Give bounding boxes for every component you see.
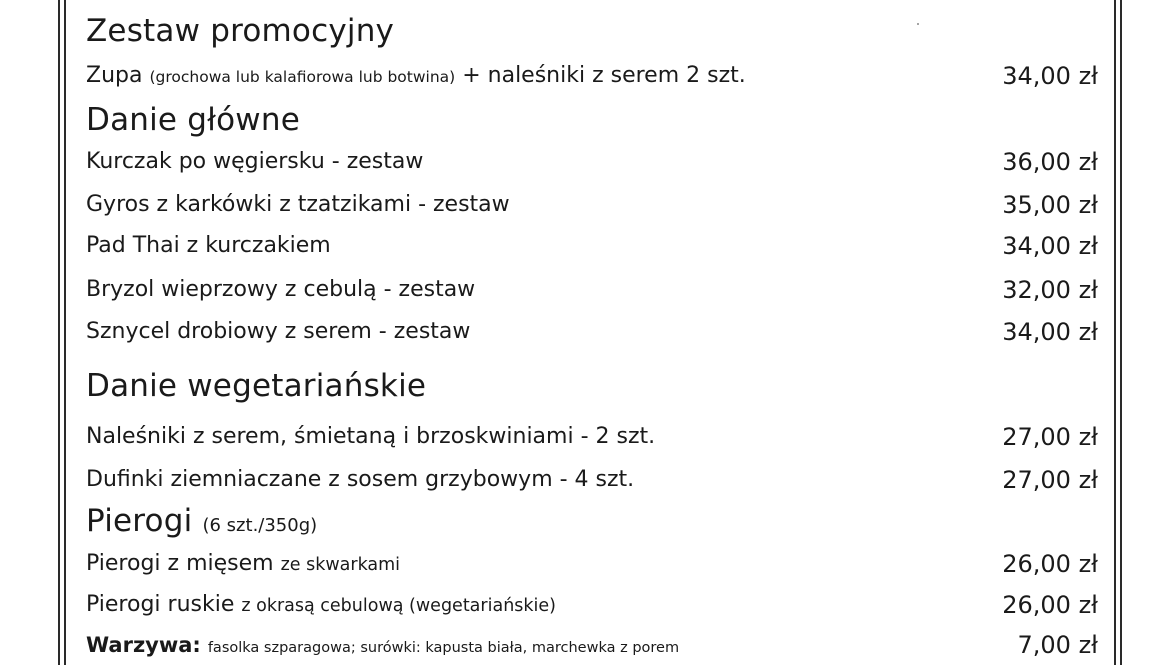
menu-item bbox=[86, 589, 1098, 621]
menu-item-name bbox=[86, 589, 556, 622]
item-name-note: z okrasą cebulową (wegetariańskie) bbox=[241, 596, 556, 616]
menu-item bbox=[86, 230, 1098, 262]
menu-item bbox=[86, 548, 1098, 580]
menu-item-name bbox=[86, 629, 679, 664]
menu-item bbox=[86, 146, 1098, 178]
menu-item-price: 26,00 zł bbox=[1002, 550, 1098, 578]
menu-item-price: 34,00 zł bbox=[1002, 232, 1098, 260]
item-name-main: Pierogi ruskie bbox=[86, 592, 235, 617]
item-name-main: Zupa bbox=[86, 63, 143, 88]
item-name-rest: + naleśniki z serem 2 szt. bbox=[462, 63, 746, 88]
menu-item-price: 34,00 zł bbox=[1002, 318, 1098, 346]
section-title-promo: Zestaw promocyjny bbox=[86, 13, 395, 49]
menu-item-vegetables bbox=[86, 629, 1098, 661]
menu-item-price: 34,00 zł bbox=[1002, 62, 1098, 90]
menu-item-price: 35,00 zł bbox=[1002, 191, 1098, 219]
menu-item-price: 27,00 zł bbox=[1002, 466, 1098, 494]
menu-item bbox=[86, 274, 1098, 306]
menu-item bbox=[86, 464, 1098, 496]
menu-item-name: Gyros z karkówki z tzatzikami - zestaw bbox=[86, 192, 510, 217]
item-name-main: Pierogi z mięsem bbox=[86, 551, 274, 576]
menu-item-promo bbox=[86, 60, 1098, 92]
menu-item bbox=[86, 421, 1098, 453]
menu-item-name: Dufinki ziemniaczane z sosem grzybowym - 4 szt. bbox=[86, 467, 635, 492]
menu-item-name bbox=[86, 548, 400, 581]
menu-item bbox=[86, 189, 1098, 221]
menu-item-name: Sznycel drobiowy z serem - zestaw bbox=[86, 319, 471, 344]
menu-item-price: 27,00 zł bbox=[1002, 423, 1098, 451]
menu-item-name: Pad Thai z kurczakiem bbox=[86, 233, 331, 258]
pierogi-title: Pierogi bbox=[86, 503, 193, 539]
menu-item-name: Bryzol wieprzowy z cebulą - zestaw bbox=[86, 277, 476, 302]
section-title-vegetarian: Danie wegetariańskie bbox=[86, 368, 427, 404]
menu-item bbox=[86, 316, 1098, 348]
menu-item-name bbox=[86, 60, 746, 93]
item-name-note: (grochowa lub kalafiorowa lub botwina) bbox=[149, 68, 456, 86]
item-name-note: ze skwarkami bbox=[280, 555, 401, 575]
section-title-pierogi bbox=[86, 503, 317, 544]
menu-item-price: 32,00 zł bbox=[1002, 276, 1098, 304]
section-title-main-dishes: Danie główne bbox=[86, 102, 300, 138]
pierogi-title-note: (6 szt./350g) bbox=[202, 515, 318, 536]
menu-item-name: Naleśniki z serem, śmietaną i brzoskwiniami - 2 szt. bbox=[86, 424, 656, 449]
menu-item-name: Kurczak po węgiersku - zestaw bbox=[86, 149, 424, 174]
menu-item-price: 36,00 zł bbox=[1002, 148, 1098, 176]
vegetables-label: Warzywa: bbox=[86, 633, 201, 657]
menu-item-price: 26,00 zł bbox=[1002, 591, 1098, 619]
menu-item-price: 7,00 zł bbox=[1017, 631, 1098, 659]
vegetables-desc: fasolka szparagowa; surówki: kapusta biała, marchewka z porem bbox=[207, 640, 680, 656]
scan-speck bbox=[917, 23, 919, 25]
